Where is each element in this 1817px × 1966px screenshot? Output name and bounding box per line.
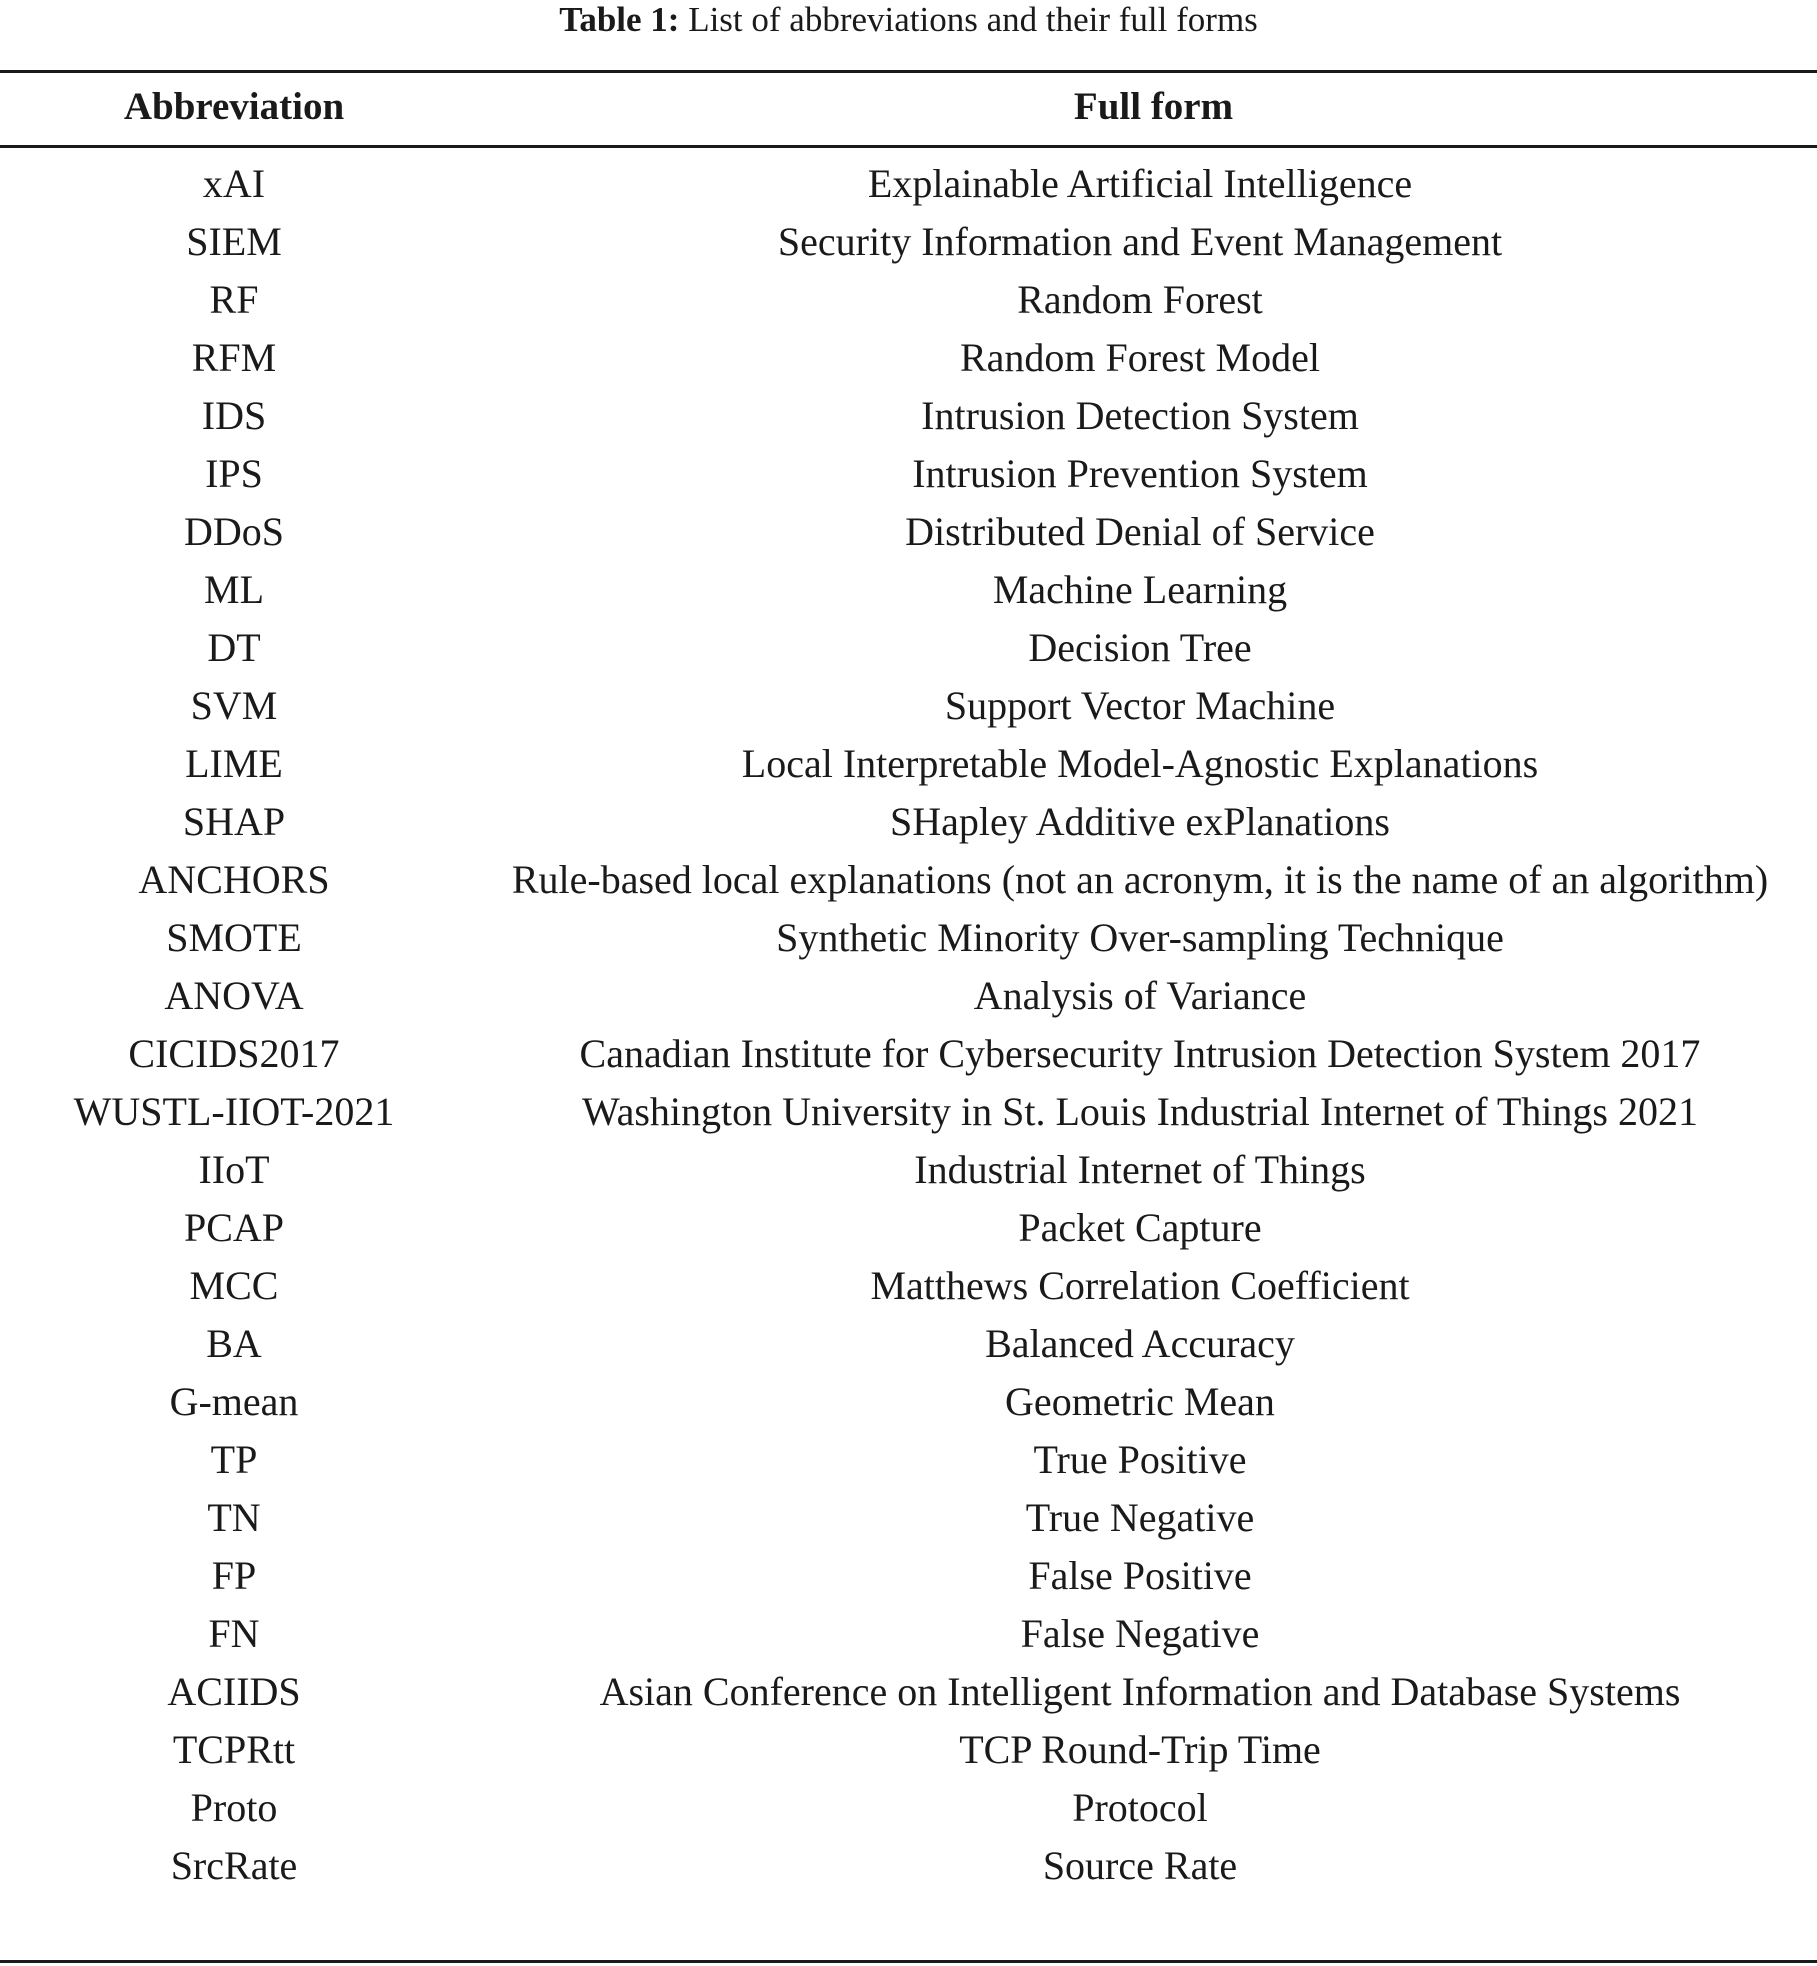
abbreviation-cell: ACIIDS <box>167 1669 301 1714</box>
table-row <box>0 677 1817 735</box>
table-row <box>0 793 1817 851</box>
table-row <box>0 619 1817 677</box>
full-form-cell: Random Forest <box>1017 277 1263 322</box>
table-row <box>0 1141 1817 1199</box>
table-row <box>0 1199 1817 1257</box>
full-form-cell: Source Rate <box>1042 1843 1238 1888</box>
full-form-cell: Machine Learning <box>992 567 1288 612</box>
bottom-rule <box>0 1960 1817 1963</box>
full-form-cell: Explainable Artificial Intelligence <box>867 161 1413 206</box>
abbreviation-cell: TP <box>210 1437 258 1482</box>
table-row <box>0 271 1817 329</box>
full-form-cell: Intrusion Detection System <box>921 393 1359 438</box>
abbreviation-cell: TN <box>207 1495 261 1540</box>
full-form-cell: Washington University in St. Louis Industrial Internet of Things 2021 <box>582 1089 1698 1134</box>
table-row <box>0 909 1817 967</box>
table-body <box>0 155 1817 1895</box>
abbreviation-cell: RF <box>209 277 259 322</box>
table-row <box>0 561 1817 619</box>
abbreviation-cell: FN <box>208 1611 260 1656</box>
abbreviation-cell: SMOTE <box>166 915 302 960</box>
full-form-cell: Distributed Denial of Service <box>905 509 1375 554</box>
full-form-cell: Protocol <box>1072 1785 1208 1830</box>
table-row <box>0 503 1817 561</box>
abbreviation-cell: ANCHORS <box>138 857 330 902</box>
table-row <box>0 1837 1817 1895</box>
full-form-cell: Decision Tree <box>1028 625 1252 670</box>
table-row <box>0 329 1817 387</box>
abbreviation-cell: DDoS <box>183 509 285 554</box>
table-row <box>0 967 1817 1025</box>
abbreviation-cell: FP <box>211 1553 257 1598</box>
abbreviation-cell: IDS <box>201 393 267 438</box>
abbreviation-cell: SHAP <box>182 799 286 844</box>
caption-label: Table 1: <box>559 0 680 39</box>
full-form-cell: Geometric Mean <box>1005 1379 1275 1424</box>
full-form-cell: Security Information and Event Management <box>777 219 1503 264</box>
abbreviation-cell: ML <box>204 567 264 612</box>
table-row <box>0 213 1817 271</box>
abbreviation-cell: G-mean <box>169 1379 299 1424</box>
table-row <box>0 1083 1817 1141</box>
full-form-cell: SHapley Additive exPlanations <box>890 799 1390 844</box>
abbreviation-cell: TCPRtt <box>172 1727 296 1772</box>
full-form-cell: Analysis of Variance <box>973 973 1307 1018</box>
abbreviation-cell: xAI <box>202 161 266 206</box>
table-caption <box>0 0 1817 40</box>
table-row <box>0 1489 1817 1547</box>
full-form-cell: True Positive <box>1033 1437 1247 1482</box>
header-rule <box>0 145 1817 148</box>
table-row <box>0 1779 1817 1837</box>
full-form-cell: Industrial Internet of Things <box>914 1147 1366 1192</box>
table-row <box>0 1315 1817 1373</box>
abbreviation-cell: PCAP <box>183 1205 285 1250</box>
table-row <box>0 735 1817 793</box>
abbreviation-cell: RFM <box>191 335 277 380</box>
full-form-cell: Support Vector Machine <box>944 683 1336 728</box>
full-form-cell: Balanced Accuracy <box>985 1321 1295 1366</box>
full-form-cell: False Negative <box>1020 1611 1260 1656</box>
full-form-cell: Rule-based local explanations (not an acronym, it is the name of an algorithm) <box>511 857 1769 902</box>
header-full-form: Full form <box>1073 85 1234 128</box>
caption-text: List of abbreviations and their full forms <box>679 0 1258 39</box>
full-form-cell: Matthews Correlation Coefficient <box>870 1263 1410 1308</box>
abbreviation-cell: IIoT <box>198 1147 270 1192</box>
table-row <box>0 1663 1817 1721</box>
full-form-cell: True Negative <box>1025 1495 1255 1540</box>
abbreviation-cell: SVM <box>190 683 278 728</box>
full-form-cell: Random Forest Model <box>960 335 1320 380</box>
abbreviation-cell: WUSTL-IIOT-2021 <box>73 1089 395 1134</box>
table-row <box>0 1431 1817 1489</box>
table-row <box>0 1605 1817 1663</box>
abbreviation-cell: Proto <box>190 1785 278 1830</box>
full-form-cell: TCP Round-Trip Time <box>959 1727 1321 1772</box>
table-row <box>0 1257 1817 1315</box>
table-row <box>0 445 1817 503</box>
abbreviation-cell: MCC <box>189 1263 279 1308</box>
abbreviation-cell: BA <box>206 1321 262 1366</box>
top-rule <box>0 70 1817 73</box>
table-header <box>0 84 1817 142</box>
table-row <box>0 1721 1817 1779</box>
full-form-cell: Packet Capture <box>1018 1205 1262 1250</box>
abbreviation-cell: SrcRate <box>170 1843 298 1888</box>
full-form-cell: Asian Conference on Intelligent Information and Database Systems <box>599 1669 1681 1714</box>
table-row <box>0 387 1817 445</box>
table-row <box>0 155 1817 213</box>
abbreviation-cell: SIEM <box>186 219 282 264</box>
abbreviation-cell: ANOVA <box>164 973 304 1018</box>
abbreviation-cell: DT <box>207 625 261 670</box>
table-row <box>0 1373 1817 1431</box>
full-form-cell: Local Interpretable Model-Agnostic Explanations <box>741 741 1539 786</box>
abbreviation-cell: IPS <box>205 451 263 496</box>
table-row <box>0 1025 1817 1083</box>
header-abbreviation: Abbreviation <box>123 85 345 128</box>
table-row <box>0 1547 1817 1605</box>
full-form-cell: Canadian Institute for Cybersecurity Intrusion Detection System 2017 <box>579 1031 1701 1076</box>
table-row <box>0 851 1817 909</box>
abbreviation-cell: LIME <box>185 741 283 786</box>
abbreviation-cell: CICIDS2017 <box>128 1031 340 1076</box>
full-form-cell: Synthetic Minority Over-sampling Technique <box>776 915 1504 960</box>
full-form-cell: False Positive <box>1028 1553 1252 1598</box>
full-form-cell: Intrusion Prevention System <box>912 451 1368 496</box>
